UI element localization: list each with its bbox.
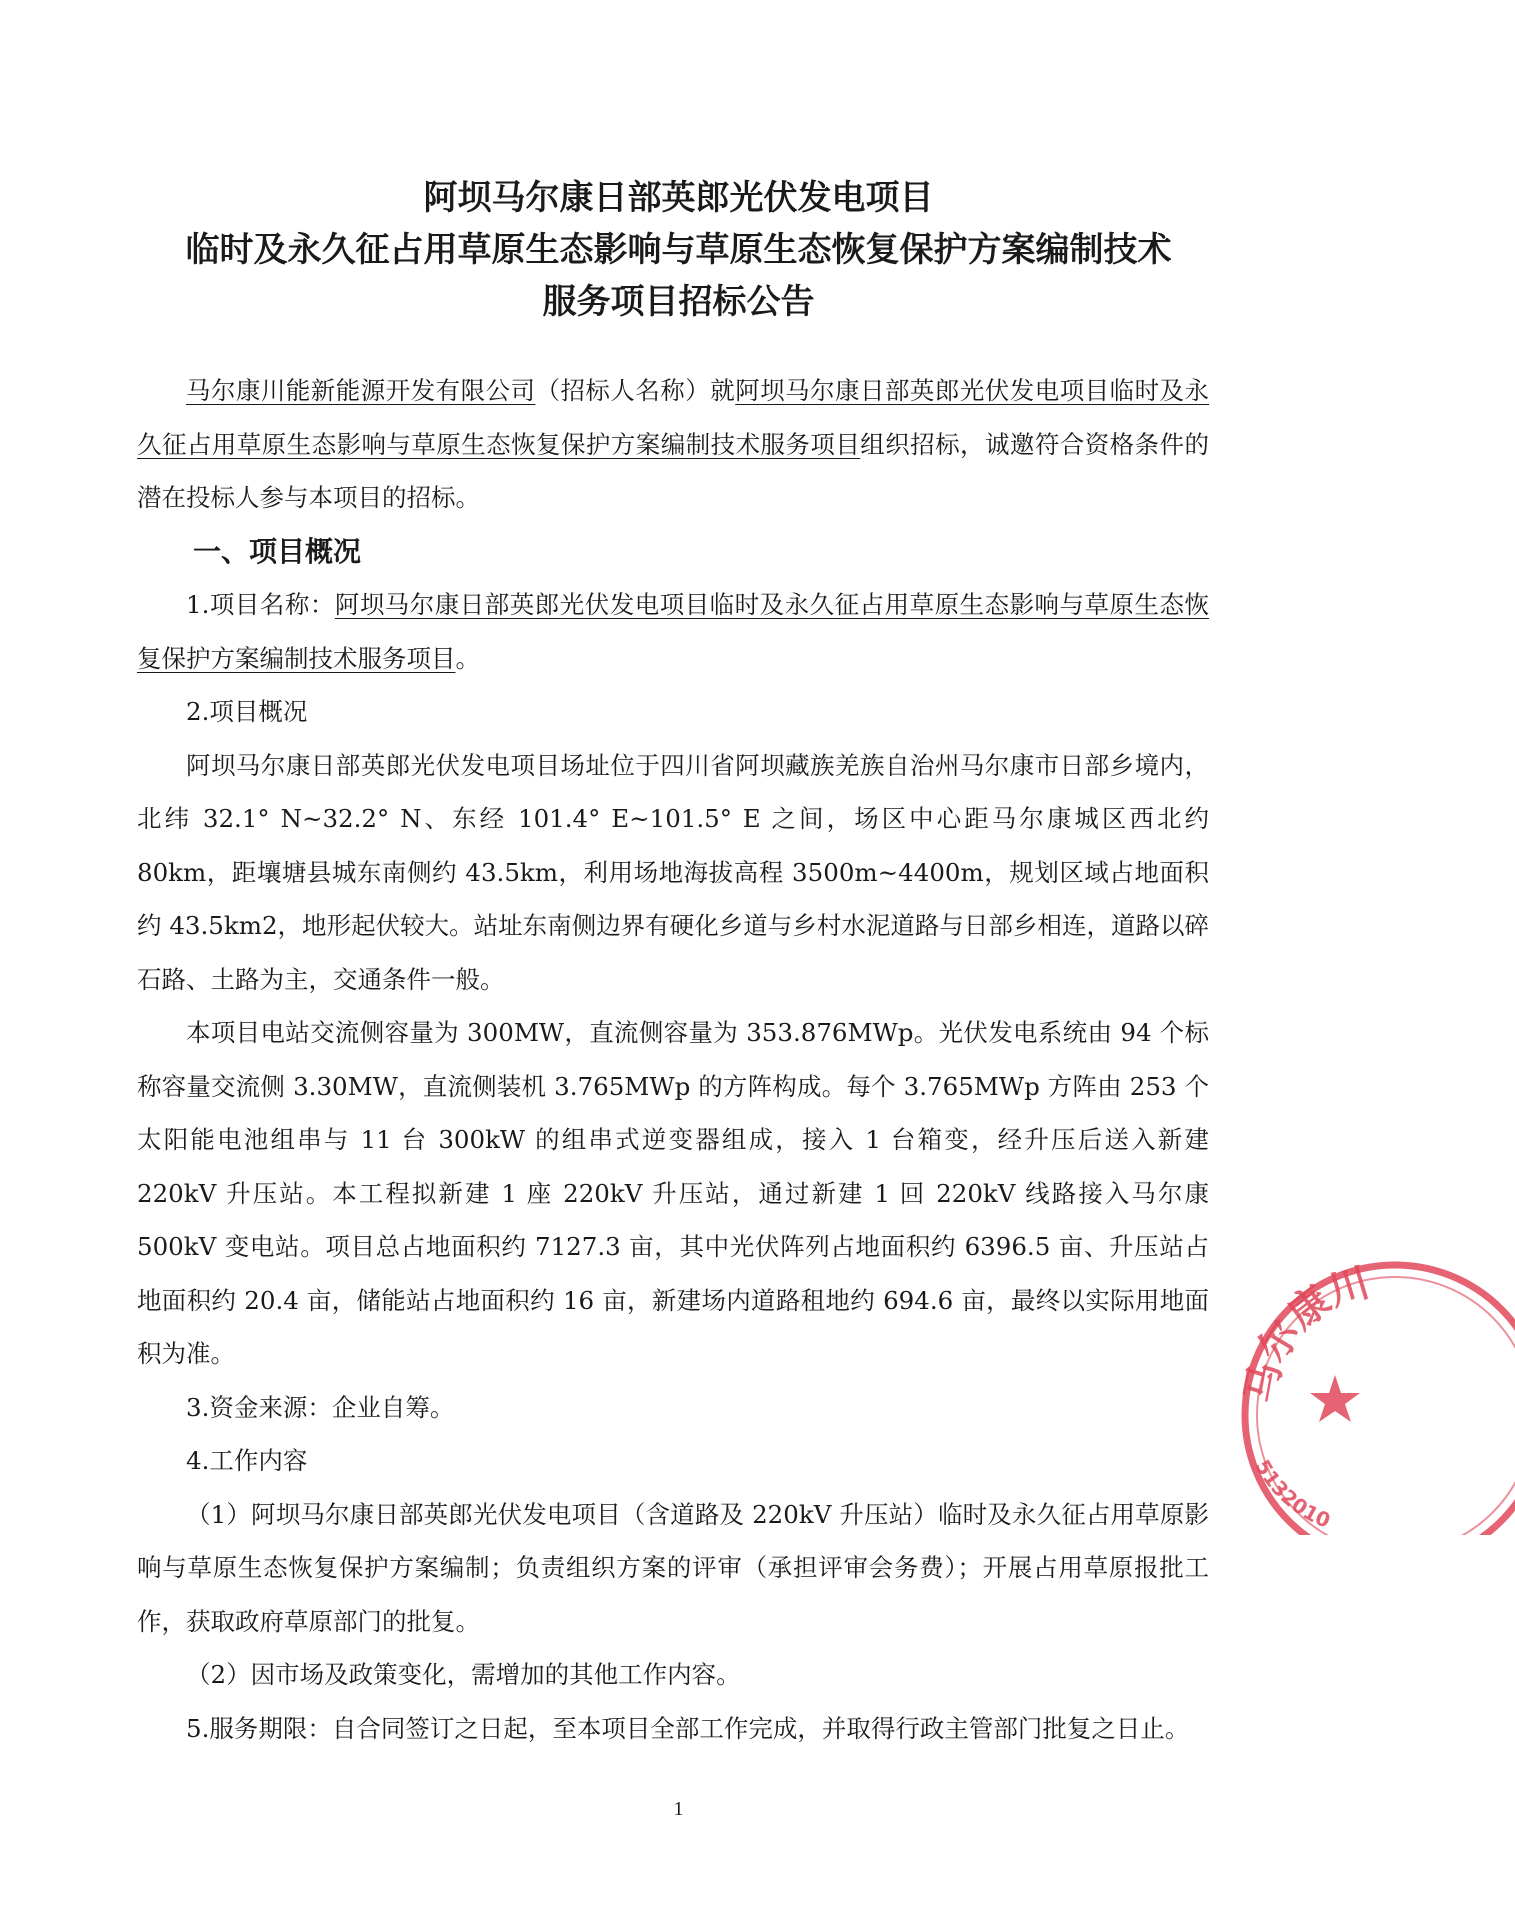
tenderer-name: 马尔康川能新能源开发有限公司 — [186, 376, 536, 405]
company-seal — [1215, 1235, 1375, 1575]
item-work-label: 4.工作内容 — [186, 1446, 308, 1475]
item-service-period: 5.服务期限：自合同签订之日起，至本项目全部工作完成，并取得行政主管部门批复之日止。 — [186, 1713, 1190, 1743]
item-funding: 3.资金来源：企业自筹。 — [186, 1392, 455, 1422]
document-body — [137, 364, 1209, 1755]
section-heading-overview: 一、项目概况 — [193, 534, 362, 568]
seal-text: 马尔康川 — [1237, 1259, 1375, 1407]
item1-label: 1.项目名称： — [186, 590, 335, 619]
item-overview-label: 2.项目概况 — [186, 697, 308, 726]
item1-value: 阿坝马尔康日部英郎光伏发电项目临时及永久征占用草原生态影响与草原生态恢复保护方案编制技术服务项目 — [137, 590, 1210, 673]
title-line-2: 临时及永久征占用草原生态影响与草原生态恢复保护方案编制技术 — [185, 230, 1172, 270]
paragraph-site: 阿坝马尔康日部英郎光伏发电项目场址位于四川省阿坝藏族羌族自治州马尔康市日部乡境内，北纬 32.1° N~32.2° N、东经 101.4° E~101.5° E 之间，场区中心距马尔康城区西北约 80km，距壤塘县城东南侧约 43.5km，利用场地海拔高程 3500m~4400m，规划区域占地面积约 43.5km2，地形起伏较大。站址东南侧边界有硬化乡道与乡村水泥道路与日部乡相连，道路以碎石路、土路为主，交通条件一般。 — [137, 750, 1209, 994]
svg-text:马尔康川能新 — [1215, 1235, 1375, 1407]
work-item-1: （1）阿坝马尔康日部英郎光伏发电项目（含道路及 220kV 升压站）临时及永久征占用草原影响与草原生态恢复保护方案编制；负责组织方案的评审（承担评审会务费）；开展占用草原报批工作，获取政府草原部门的批复。 — [137, 1499, 1209, 1636]
page-number: 1 — [673, 1798, 684, 1820]
seal-code: 5132010 — [1250, 1455, 1334, 1533]
seal-stamp-icon — [1215, 1235, 1515, 1535]
intro-project-name: 阿坝马尔康日部英郎光伏发电项目临时及永久征占用草原生态影响与草原生态恢复保护方案编制技术服务项目 — [137, 376, 1210, 459]
intro-rest: 组织招标，诚邀符合资格条件的潜在投标人参与本项目的招标。 — [137, 429, 1210, 512]
title-line-3: 服务项目招标公告 — [542, 282, 815, 322]
intro-paragraph — [137, 364, 1209, 525]
document-title — [120, 172, 1237, 328]
item-project-name — [137, 578, 1209, 685]
title-line-1: 阿坝马尔康日部英郎光伏发电项目 — [423, 178, 934, 218]
item1-end: 。 — [455, 643, 480, 673]
tenderer-note: （招标人名称）就 — [535, 376, 736, 405]
work-item-2: （2）因市场及政策变化，需增加的其他工作内容。 — [186, 1660, 741, 1689]
paragraph-capacity: 本项目电站交流侧容量为 300MW，直流侧容量为 353.876MWp。光伏发电系统由 94 个标称容量交流侧 3.30MW，直流侧装机 3.765MWp 的方阵构成。每个 3.765MWp 方阵由 253 个太阳能电池组串与 11 台 300kW 的组串式逆变器组成，接入 1 台箱变，经升压后送入新建 220kV 升压站。本工程拟新建 1 座 220kV 升压站，通过新建 1 回 220kV 线路接入马尔康 500kV 变电站。项目总占地面积约 7127.3 亩，其中光伏阵列占地面积约 6396.5 亩、升压站占地面积约 20.4 亩，储能站占地面积约 16 亩，新建场内道路租地约 694.6 亩，最终以实际用地面积为准。 — [137, 1018, 1209, 1368]
